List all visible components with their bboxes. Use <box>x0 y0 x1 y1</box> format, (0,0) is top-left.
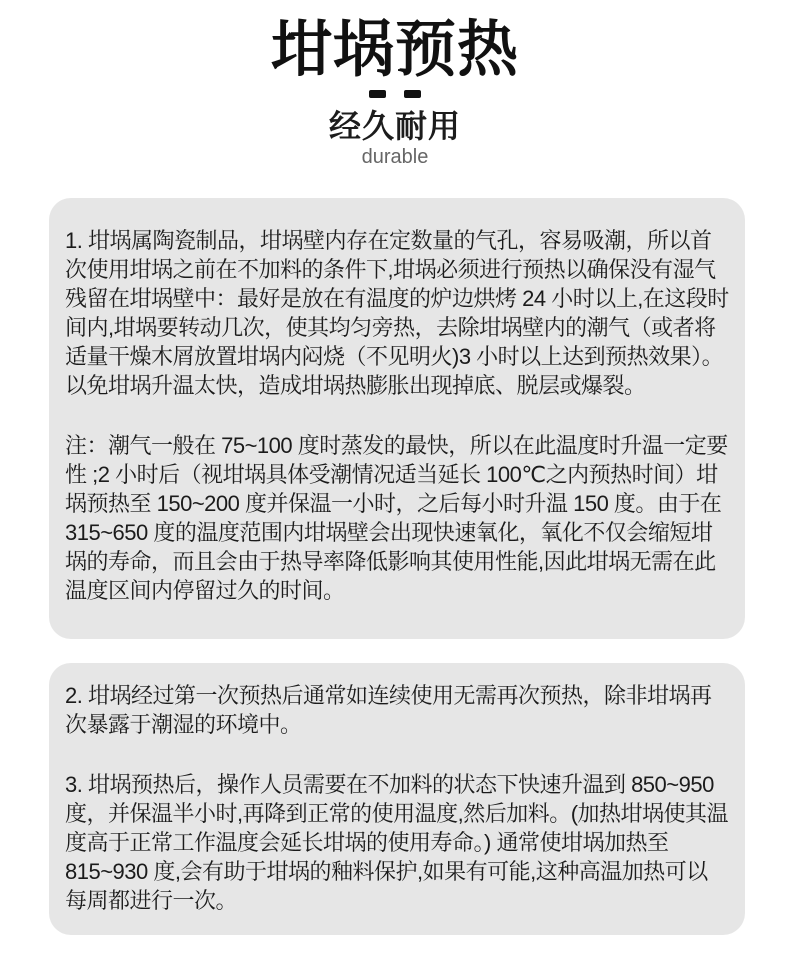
page-title: 坩埚预热 <box>270 15 519 83</box>
subtitle: 经久耐用 <box>328 108 461 145</box>
header <box>0 0 790 168</box>
paragraph-first-preheat: 1. 坩埚属陶瓷制品，坩埚壁内存在定数量的气孔，容易吸潮，所以首次使用坩埚之前在不加料的条件下,坩埚必须进行预热以确保没有湿气残留在坩埚壁中：最好是放在有温度的炉边烘烤 24 小时以上,在这段时间内,坩埚要转动几次，使其均匀旁热，去除坩埚壁内的潮气（或者将适量干燥木屑放置坩埚内闷烧（不见明火)3 小时以上达到预热效果）。以免坩埚升温太快，造成坩埚热膨胀出现掉底、脱层或爆裂。 <box>65 228 729 399</box>
paragraph-repeat-preheat: 2. 坩埚经过第一次预热后通常如连续使用无需再次预热，除非坩埚再次暴露于潮湿的环境中。 <box>65 683 712 738</box>
divider-dash-left <box>369 90 386 98</box>
info-card-usage <box>49 663 745 935</box>
subtitle-english: durable <box>361 146 429 169</box>
divider-dash-right <box>404 90 421 98</box>
paragraph-note-temperature: 注：潮气一般在 75~100 度时蒸发的最快，所以在此温度时升温一定要性 ;2 小时后（视坩埚具体受潮情况适当延长 100℃之内预热时间）坩埚预热至 150~200 度并保温一小时，之后每小时升温 150 度。由于在 315~650 度的温度范围内坩埚壁会出现快速氧化，氧化不仅会缩短坩埚的寿命，而且会由于热导率降低影响其使用性能,因此坩埚无需在此温度区间内停留过久的时间。 <box>65 433 728 604</box>
title-divider <box>0 90 790 98</box>
info-card-preheating <box>49 198 745 639</box>
paragraph-high-temp-heating: 3. 坩埚预热后，操作人员需要在不加料的状态下快速升温到 850~950 度，并保温半小时,再降到正常的使用温度,然后加料。(加热坩埚使其温度高于正常工作温度会延长坩埚的使用寿命。) 通常使坩埚加热至 815~930 度,会有助于坩埚的釉料保护,如果有可能,这种高温加热可以每周都进行一次。 <box>65 772 729 914</box>
